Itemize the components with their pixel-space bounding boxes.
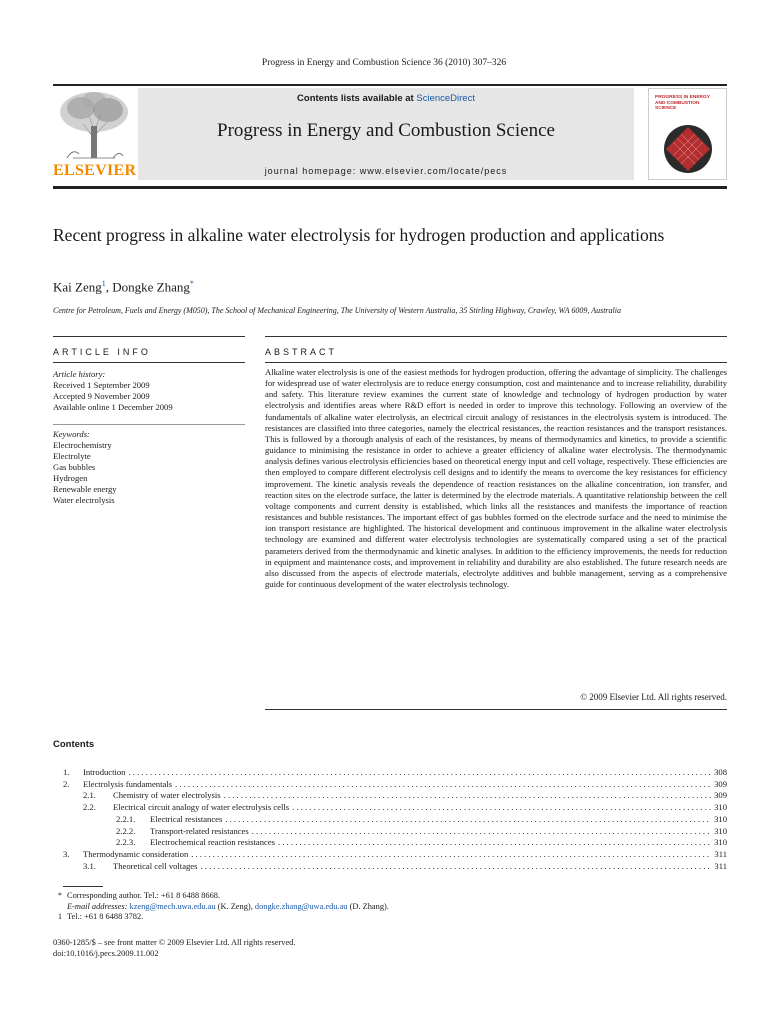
toc-leader [128,767,711,778]
history-item: Received 1 September 2009 [53,380,150,390]
publisher-name: ELSEVIER [53,162,137,179]
toc-number: 2.2.3. [116,837,136,848]
toc-title: Transport-related resistances [150,825,249,836]
toc-leader [278,837,711,848]
toc-entry[interactable] [53,767,727,778]
toc-page-number: 310 [714,837,727,848]
cover-title: PROGRESS IN ENERGY AND COMBUSTION SCIENCE [655,95,710,111]
toc-leader [191,849,711,860]
journal-banner [138,88,634,180]
cover-graphic-icon [657,121,719,177]
article-info-underline [53,362,245,363]
toc-entry[interactable] [53,837,727,848]
elsevier-tree-icon [53,88,135,160]
abstract-copyright: © 2009 Elsevier Ltd. All rights reserved. [580,692,727,702]
email-link[interactable]: dongke.zhang@uwa.edu.au [254,901,348,911]
footnote-corresponding [53,891,389,902]
toc-leader [225,814,711,825]
footnote-tel [53,912,389,923]
keyword-item: Electrolyte [53,451,91,461]
doi[interactable]: doi:10.1016/j.pecs.2009.11.002 [53,949,159,958]
article-history [53,369,245,413]
toc-entry[interactable] [53,790,727,801]
header-top-rule [53,84,727,86]
toc-number: 3.1. [83,860,96,871]
history-item: Accepted 9 November 2009 [53,391,150,401]
footnote-mark: 1 [57,912,63,921]
abstract-heading: ABSTRACT [265,347,338,357]
footnote-text: Corresponding author. Tel.: +61 8 6488 8668. [67,891,221,900]
corresponding-mark[interactable]: * [189,279,194,288]
footnote-mark: * [57,891,63,900]
toc-title: Electrical circuit analogy of water electrolysis cells [113,802,290,813]
abstract-end-rule [265,709,727,710]
keyword-item: Hydrogen [53,473,88,483]
elsevier-logo [53,88,135,180]
table-of-contents [53,767,727,877]
contents-availability [138,93,634,104]
footnote-rule [63,886,103,887]
toc-number: 2.2. [83,802,96,813]
toc-page-number: 311 [714,848,727,859]
keyword-item: Gas bubbles [53,462,96,472]
toc-leader [252,826,711,837]
toc-number: 2. [63,778,70,789]
footnotes [53,891,389,923]
toc-title: Thermodynamic consideration [83,848,189,859]
toc-page-number: 309 [714,790,727,801]
toc-page-number: 311 [714,860,727,871]
journal-title: Progress in Energy and Combustion Science [217,120,555,141]
toc-entry[interactable] [53,802,727,813]
email-label: E-mail addresses: [67,901,128,911]
toc-title: Theoretical cell voltages [113,860,198,871]
keyword-item: Electrochemistry [53,440,112,450]
toc-number: 2.1. [83,790,96,801]
toc-entry[interactable] [53,779,727,790]
toc-title: Introduction [83,767,126,777]
toc-page-number: 310 [714,802,727,813]
toc-page-number: 309 [714,778,727,789]
toc-leader [224,790,711,801]
article-info-heading: ARTICLE INFO [53,347,151,357]
toc-title: Chemistry of water electrolysis [113,790,221,801]
abstract-underline [265,362,727,363]
keywords-block [53,429,245,506]
running-header: Progress in Energy and Combustion Science 36 (2010) 307–326 [261,58,507,68]
email-owner: (K. Zeng), [215,901,255,911]
toc-leader [200,861,711,872]
toc-number: 1. [63,767,70,777]
email-link[interactable]: kzeng@mech.uwa.edu.au [129,901,216,911]
abstract-text: Alkaline water electrolysis is one of the easiest methods for hydrogen production, offering the advantage of simplicity. The challenges for widespread use of water electrolysis are to reduce energy consumption, cost and maintenance and to increase reliability, durability and safety. This literature review examines the current state of knowledge and technology of hydrogen production by water electrolysis and identifies areas where R&D effort is needed in order to improve this technology. Following an overview of the fundamentals of alkaline water electrolysis, an electrical circuit analogy of resistances in the electrolysis system is introduced. The resistances are classified into three categories, namely the electrical resistances, the reaction resistances and the transport resistances. This is followed by a thorough analysis of each of the resistances, by means of thermodynamics and kinetics, to provide a scientific guidance to minimising the resistance in order to achieve a greater efficiency of alkaline water electrolysis. The thermodynamic analysis defines various electrolysis efficiencies based on theoretical energy input and cell voltage, respectively. These efficiencies are then employed to compare different electrolysis cell designs and to identify the means to overcome the key resistances for efficiency improvement. The kinetic analysis reveals the dependence of reaction resistances on the alkaline concentration, ion transfer, and reaction sites on the electrode surface, the latter is determined by the electrode materials. A quantitative relationship between the cell voltage components and current density is established, which links all the resistances and manifests the importance of reaction resistances and bubble resistances. The important effect of gas bubbles formed on the electrode surface and the need to minimise the ion transport resistance are highlighted. The historical development and continuous improvement in the alkaline water electrolysis technology are examined and different water electrolysis technologies are systematically compared using a set of the practical parameters derived from the thermodynamic and kinetic analyses. In addition to the efficiency improvements, the needs for reduction in equipment and maintenance costs, and improvement in reliability and durability are also established. The future research needs are also discussed from the aspects of electrode materials, electrolyte additives and bubble management, serving as a comprehensive guide for continuous development of the water electrolysis technology. [265,367,727,589]
toc-number: 2.2.1. [116,813,136,824]
author-name[interactable]: Dongke Zhang [112,279,190,295]
keyword-item: Renewable energy [53,484,117,494]
author-footnote-mark[interactable]: 1 [101,279,106,288]
article-title: Recent progress in alkaline water electrolysis for hydrogen production and applications [53,225,665,245]
toc-leader [292,802,711,813]
header-bottom-rule [53,186,727,189]
front-matter: 0360-1285/$ – see front matter © 2009 Elsevier Ltd. All rights reserved. [53,938,296,947]
email-owner: (D. Zhang). [347,901,389,911]
footnote-text: Tel.: +61 8 6488 3782. [67,912,144,921]
history-item: Available online 1 December 2009 [53,402,173,412]
contents-prefix: Contents lists available at [297,93,417,104]
toc-entry[interactable] [53,814,727,825]
toc-page-number: 310 [714,813,727,824]
affiliation: Centre for Petroleum, Fuels and Energy (M050), The School of Mechanical Engineering, The University of Western Australia, 35 Stirling Highway, Crawley, WA 6009, Australia [53,306,621,315]
toc-page-number: 310 [714,825,727,836]
keyword-item: Water electrolysis [53,495,115,505]
toc-page-number: 308 [714,767,727,777]
front-matter-block [53,937,295,959]
toc-number: 3. [63,848,70,859]
journal-homepage[interactable]: journal homepage: www.elsevier.com/locate/pecs [264,166,508,176]
keywords-label: Keywords: [53,429,90,439]
footnote-emails [53,902,389,913]
sciencedirect-link[interactable]: ScienceDirect [416,93,475,104]
contents-heading: Contents [53,739,95,750]
toc-title: Electrochemical reaction resistances [150,837,276,848]
toc-number: 2.2.2. [116,825,136,836]
journal-cover [648,88,727,180]
author-name[interactable]: Kai Zeng [53,279,102,295]
toc-title: Electrolysis fundamentals [83,778,173,789]
toc-title: Electrical resistances [150,813,223,824]
history-label: Article history: [53,369,106,379]
toc-entry[interactable] [53,826,727,837]
toc-entry[interactable] [53,849,727,860]
toc-entry[interactable] [53,861,727,872]
toc-leader [175,779,711,790]
article-info-rule [53,336,245,337]
keywords-divider [53,424,245,425]
author-separator: , [105,279,113,295]
abstract-rule [265,336,727,337]
author-list [53,279,194,295]
